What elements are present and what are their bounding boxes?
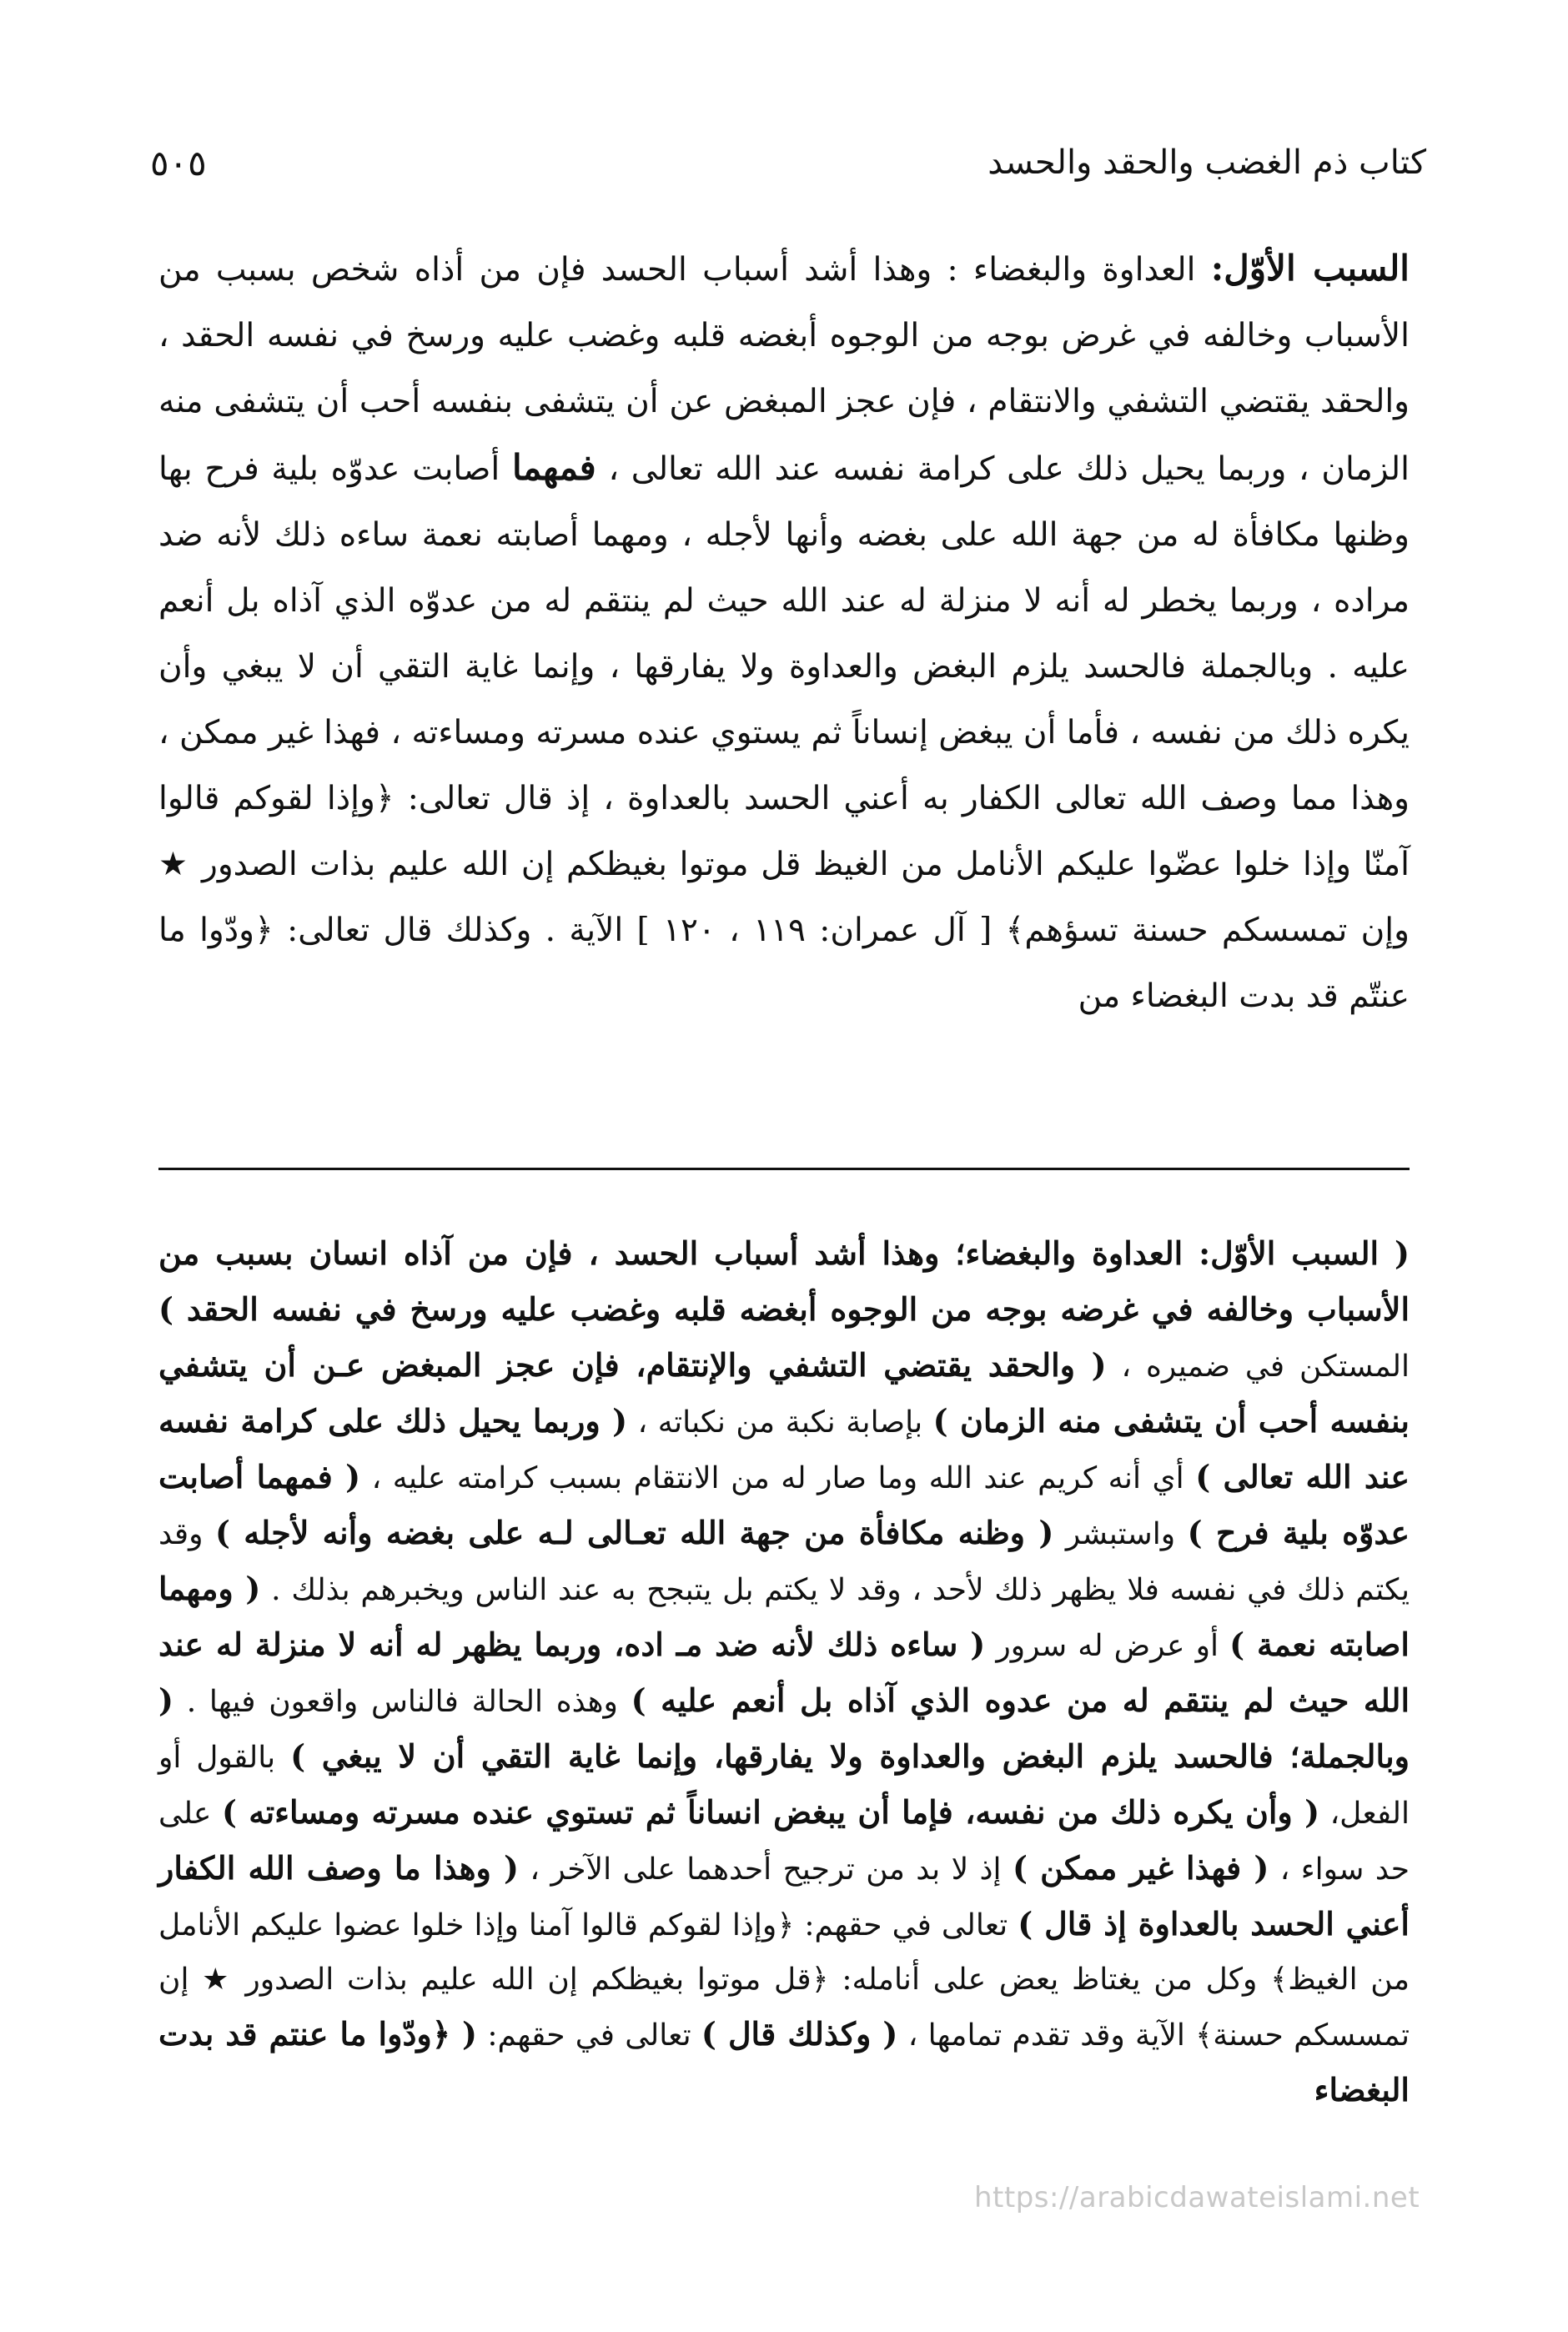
sharh-text: تعالى في حقهم: <box>477 2018 701 2053</box>
quoted-matn: ( وكذلك قال ) <box>701 2015 898 2053</box>
sharh-text: بإصابة نكبة من نكباته ، <box>627 1405 933 1440</box>
sharh-text: واستبشر <box>1053 1517 1188 1551</box>
watermark-url: https://arabicdawateislami.net <box>974 2181 1420 2214</box>
quoted-matn: ( فهذا غير ممكن ) <box>1012 1849 1269 1887</box>
sharh-text: بالقول أو الفعل، <box>158 1741 1410 1831</box>
page-header <box>150 129 1426 196</box>
main-text-part: [ آل عمران: ١١٩ ، ١٢٠ ] الآية . وكذلك قال تعالى: <box>273 912 1006 949</box>
quoted-matn: ( والحقد يقتضي التشفي والإنتقام، فإن عجز المبغض عـن أن يتشفي بنفسه أحب أن يتشفى منه الزمان ) <box>158 1346 1410 1440</box>
quoted-matn: ( وأن يكره ذلك من نفسه، فإما أن يبغض انساناً ثم تستوي عنده مسرته ومساءته ) <box>221 1793 1320 1831</box>
quoted-matn: ( ﴿ودّوا ما عنتم قد بدت البغضاء <box>158 2015 1410 2108</box>
main-text-part: أصابت عدوّه بلية فرح بها وظنها مكافأة له من جهة الله على بغضه وأنها لأجله ، ومهما أصابته نعمة ساءه ذلك لأنه ضد مراده ، وربما يخطر له أنه لا منزلة له عند الله حيث لم ينتقم له من عدوّه الذي آذاه بل أنعم عليه . وبالجملة فالحسد يلزم البغض والعداوة ولا يفارقها ، وإنما غاية التقي أن لا يبغي وأن يكره ذلك من نفسه ، فأما أن يبغض إنساناً ثم يستوي عنده مسرته ومساءته ، فهذا غير ممكن ، وهذا مما وصف الله تعالى الكفار به أعني الحسد بالعداوة ، إذ قال تعالى: <box>158 450 1410 817</box>
quoted-matn: ( وربما يحيل ذلك على كرامة نفسه عند الله تعالى ) <box>158 1402 1410 1495</box>
quran-quote: ﴿وإذا لقوكم قالوا آمنّا وإذا خلوا عضّوا عليكم الأنامل من الغيظ قل موتوا بغيظكم إن الله عليم بذات الصدور ★ وإن تمسسكم حسنة تسؤهم﴾ <box>158 780 1410 949</box>
footnote-divider <box>158 1168 1410 1170</box>
emphasis-word: فمهما <box>511 447 596 488</box>
sharh-text: أي أنه كريم عند الله وما صار له من الانتقام بسبب كرامته عليه ، <box>360 1461 1196 1495</box>
main-paragraph <box>158 235 1410 1029</box>
section-heading: السبب الأوّل: <box>1210 248 1410 289</box>
sharh-text: على حد سواء ، <box>158 1797 1410 1887</box>
quoted-matn: ( ومهما اصابته نعمة ) <box>158 1570 1410 1663</box>
commentary-paragraph <box>158 1226 1410 2118</box>
quoted-matn: ( ساءه ذلك لأنه ضد مـ اده، وربما يظهر له أنه لا منزلة له عند الله حيث لم ينتقم له من عدوه الذي آذاه بل أنعم عليه ) <box>158 1626 1410 1719</box>
quoted-matn: ( السبب الأوّل: العداوة والبغضاء؛ وهذا أشد أسباب الحسد ، فإن من آذاه انسان بسبب من الأسباب وخالفه في غرضه بوجه من الوجوه أبغضه قلبه وغضب عليه ورسخ في نفسه الحقد ) <box>158 1234 1410 1328</box>
sharh-text: وقد يكتم ذلك في نفسه فلا يظهر ذلك لأحد ، وقد لا يكتم بل يتبجح به عند الناس ويخبرهم بذلك . <box>158 1517 1410 1607</box>
quoted-matn: ( وظنه مكافأة من جهة الله تعـالى لـه على بغضه وأنه لأجله ) <box>215 1514 1054 1551</box>
quran-quote: ﴿ودّوا ما عنتّم قد بدت البغضاء من <box>158 912 1410 1015</box>
quoted-matn: ( فمهما أصابت عدوّه بلية فرح ) <box>158 1458 1410 1551</box>
commentary-text <box>158 1226 1410 2118</box>
sharh-text: تعالى في حقهم: ﴿وإذا لقوكم قالوا آمنا وإذا خلوا عضوا عليكم الأنامل من الغيظ﴾ وكل من يغتاظ يعض على أنامله: ﴿قل موتوا بغيظكم إن الله عليم بذات الصدور ★ إن تمسسكم حسنة﴾ الآية وقد تقدم تمامها ، <box>158 1908 1410 2053</box>
sharh-text: المستكن في ضميره ، <box>1106 1349 1410 1384</box>
quoted-matn: ( وبالجملة؛ فالحسد يلزم البغض والعداوة ولا يفارقها، وإنما غاية التقي أن لا يبغي ) <box>158 1681 1410 1775</box>
sharh-text: وهذه الحالة فالناس واقعون فيها . <box>173 1685 631 1719</box>
main-text-part: العداوة والبغضاء : وهذا أشد أسباب الحسد فإن من أذاه شخص بسبب من الأسباب وخالفه في غرض بوجه من الوجوه أبغضه قلبه وغضب عليه ورسخ في نفسه الحقد ، والحقد يقتضي التشفي والانتقام ، فإن عجز المبغض عن أن يتشفى بنفسه أحب أن يتشفى منه الزمان ، وربما يحيل ذلك على كرامة نفسه عند الله تعالى ، <box>158 251 1410 488</box>
sharh-text: إذ لا بد من ترجيح أحدهما على الآخر ، <box>519 1852 1013 1887</box>
sharh-text: أو عرض له سرور <box>985 1629 1230 1663</box>
main-text <box>158 235 1410 1029</box>
running-title: كتاب ذم الغضب والحقد والحسد <box>988 143 1426 182</box>
page-number: ٥٠٥ <box>150 142 207 183</box>
quoted-matn: ( وهذا ما وصف الله الكفار أعني الحسد بالعداوة إذ قال ) <box>158 1849 1410 1942</box>
